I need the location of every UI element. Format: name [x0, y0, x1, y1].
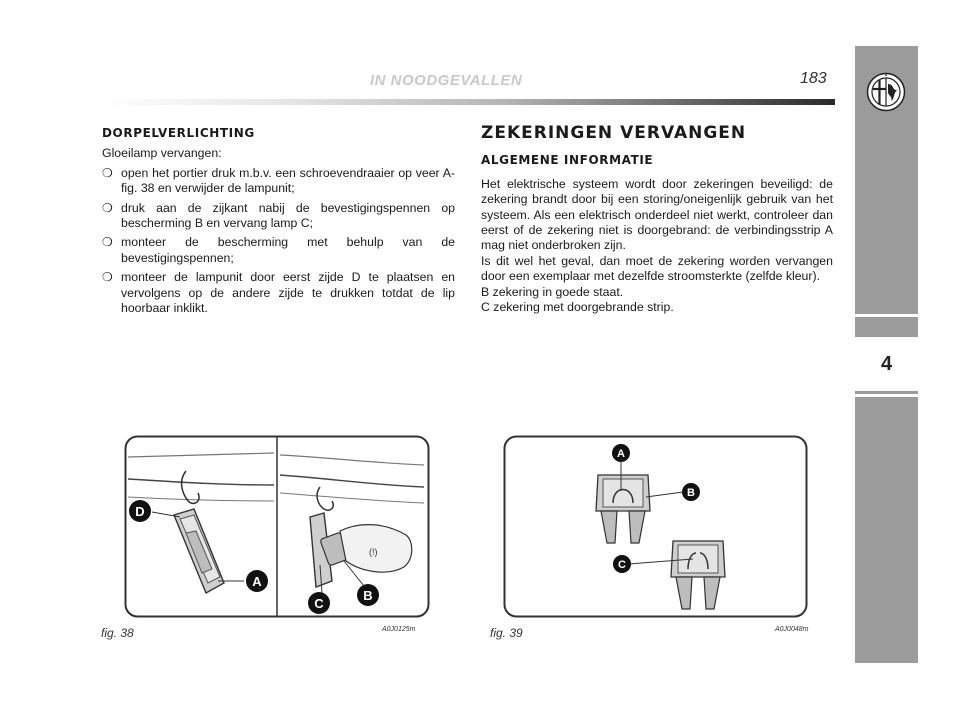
chapter-marker	[855, 337, 918, 391]
figure-39-code: A0J0048m	[775, 626, 809, 633]
callout-d	[129, 500, 151, 522]
paragraph: Is dit wel het geval, dan moet de zekering worden vervangen door een exemplaar met dezelfde stroomsterkte (zelfde kleur).	[481, 253, 833, 284]
bullet-circle-icon: ❍	[102, 270, 113, 285]
svg-text:A: A	[617, 448, 625, 460]
page-number: 183	[800, 70, 827, 87]
bullet-circle-icon: ❍	[102, 200, 113, 215]
chapter-number: 4	[880, 352, 893, 375]
svg-text:D: D	[135, 504, 145, 519]
svg-text:C: C	[314, 596, 324, 611]
lens-marking: (!)	[369, 547, 378, 557]
figure-38-code: A0J0125m	[382, 626, 416, 633]
figure-39-caption: fig. 39	[490, 626, 523, 640]
figure-38	[101, 435, 430, 640]
step-list	[102, 166, 455, 317]
header-rule	[100, 99, 835, 105]
list-item: ❍ open het portier druk m.b.v. een schroevendraaier op veer A-fig. 38 en verwijder de lampunit;	[102, 165, 455, 196]
alfa-romeo-logo-icon	[866, 72, 906, 112]
callout-c	[308, 592, 330, 614]
svg-text:B: B	[687, 487, 695, 499]
section-heading-dorpelverlichting: DORPELVERLICHTING	[102, 126, 255, 140]
fuse-illustration	[503, 435, 808, 618]
bullet-circle-icon: ❍	[102, 235, 113, 250]
list-item: ❍ monteer de bescherming met behulp van de bevestigingspennen;	[102, 235, 455, 265]
callout-b	[682, 483, 700, 501]
sill-lamp-illustration	[124, 435, 430, 618]
right-column	[481, 123, 833, 315]
bullet-circle-icon: ❍	[102, 165, 113, 180]
callout-c	[613, 555, 631, 573]
svg-text:B: B	[363, 588, 373, 603]
section-title: IN NOODGEVALLEN	[370, 72, 523, 89]
legend-line-b: B zekering in goede staat.	[481, 284, 624, 299]
figure-38-caption: fig. 38	[101, 626, 134, 640]
svg-text:A: A	[252, 574, 262, 589]
intro-text: Gloeilamp vervangen:	[102, 146, 222, 161]
list-item: ❍ druk aan de zijkant nabij de bevestigingspennen op bescherming B en vervang lamp C;	[102, 200, 455, 231]
list-item: ❍ monteer de lampunit door eerst zijde D te plaatsen en vervolgens op de andere zijde te drukken totdat de lip hoorbaar inklikt.	[102, 270, 455, 316]
figure-39	[490, 435, 809, 640]
subheading-algemene-informatie: ALGEMENE INFORMATIE	[481, 153, 654, 168]
main-heading-zekeringen: ZEKERINGEN VERVANGEN	[481, 123, 747, 143]
svg-text:C: C	[618, 559, 626, 571]
callout-b	[357, 584, 379, 606]
chapter-side-tab	[855, 46, 918, 663]
callout-a	[246, 570, 268, 592]
legend-line-c: C zekering met doorgebrande strip.	[481, 300, 674, 315]
callout-a	[612, 444, 630, 462]
left-column	[102, 126, 455, 320]
paragraph: Het elektrische systeem wordt door zekeringen beveiligd: de zekering brandt door bij een storing/oneigenlijk gebruik van het systeem. Als een elektrisch onderdeel niet werkt, controleer dan eerst of de zekering niet is doorgebrand: de verbindingsstrip A mag niet onderbroken zijn.	[481, 176, 833, 253]
